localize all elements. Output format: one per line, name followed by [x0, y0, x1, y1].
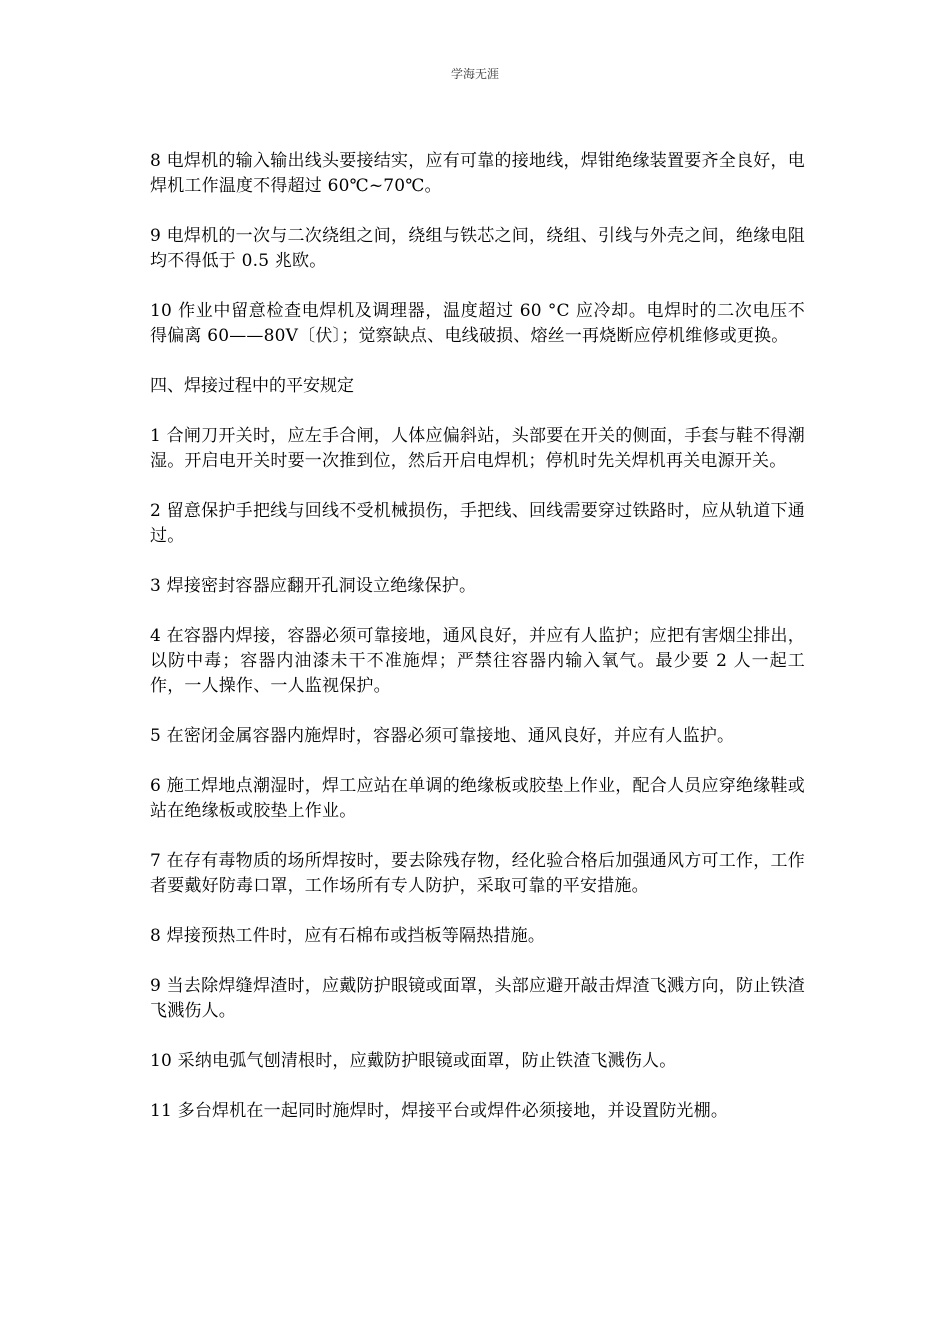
paragraph-item-5-closed-metal-container: 5 在密闭金属容器内施焊时，容器必须可靠接地、通风良好，并应有人监护。 [150, 726, 735, 746]
page-header: 学海无涯 [450, 67, 499, 81]
paragraph-item-8-preheat: 8 焊接预热工件时，应有石棉布或挡板等隔热措施。 [150, 926, 546, 946]
paragraph-item-11-multiple-welders: 11 多台焊机在一起同时施焊时，焊接平台或焊件必须接地，并设置防光棚。 [150, 1101, 729, 1121]
paragraph-item-3-sealed-container: 3 焊接密封容器应翻开孔洞设立绝缘保护。 [150, 576, 477, 596]
document-body [150, 149, 805, 1149]
paragraph-item-2-cable-protection: 2 留意保护手把线与回线不受机械损伤，手把线、回线需要穿过铁路时，应从轨道下通过。 [150, 501, 805, 546]
paragraph-item-6-damp-site: 6 施工焊地点潮湿时，焊工应站在单调的绝缘板或胶垫上作业，配合人员应穿绝缘鞋或站在绝缘板或胶垫上作业。 [150, 776, 805, 821]
paragraph-item-7-toxic-site: 7 在存有毒物质的场所焊按时，要去除残存物，经化验合格后加强通风方可工作，工作者要戴好防毒口罩，工作场所有专人防护，采取可靠的平安措施。 [150, 851, 805, 896]
paragraph-item-10-temperature-check: 10 作业中留意检查电焊机及调理器，温度超过 60 °C 应冷却。电焊时的二次电压不得偏离 60——80V〔伏〕；觉察缺点、电线破损、熔丝一再烧断应停机维修或更换。 [150, 301, 805, 346]
paragraph-item-10-arc-gouging: 10 采纳电弧气刨清根时，应戴防护眼镜或面罩，防止铁渣飞溅伤人。 [150, 1051, 677, 1071]
paragraph-item-9-slag-removal: 9 当去除焊缝焊渣时，应戴防护眼镜或面罩，头部应避开敲击焊渣飞溅方向，防止铁渣飞溅伤人。 [150, 976, 805, 1021]
paragraph-item-4-container-welding: 4 在容器内焊接，容器必须可靠接地，通风良好，并应有人监护；应把有害烟尘排出，以防中毒；容器内油漆未干不准施焊；严禁往容器内输入氧气。最少要 2 人一起工作，一人操作、一人监视保护。 [150, 626, 805, 696]
section-heading-welding-safety: 四、焊接过程中的平安规定 [150, 376, 354, 396]
paragraph-item-1-knife-switch: 1 合闸刀开关时，应左手合闸，人体应偏斜站，头部要在开关的侧面，手套与鞋不得潮湿。开启电开关时要一次推到位，然后开启电焊机；停机时先关焊机再关电源开关。 [150, 426, 805, 471]
paragraph-item-9-insulation-resistance: 9 电焊机的一次与二次绕组之间，绕组与铁芯之间，绕组、引线与外壳之间，绝缘电阻均不得低于 0.5 兆欧。 [150, 226, 805, 271]
paragraph-item-8-welder-leads: 8 电焊机的输入输出线头要接结实，应有可靠的接地线，焊钳绝缘装置要齐全良好，电焊机工作温度不得超过 60℃~70℃。 [150, 151, 805, 196]
